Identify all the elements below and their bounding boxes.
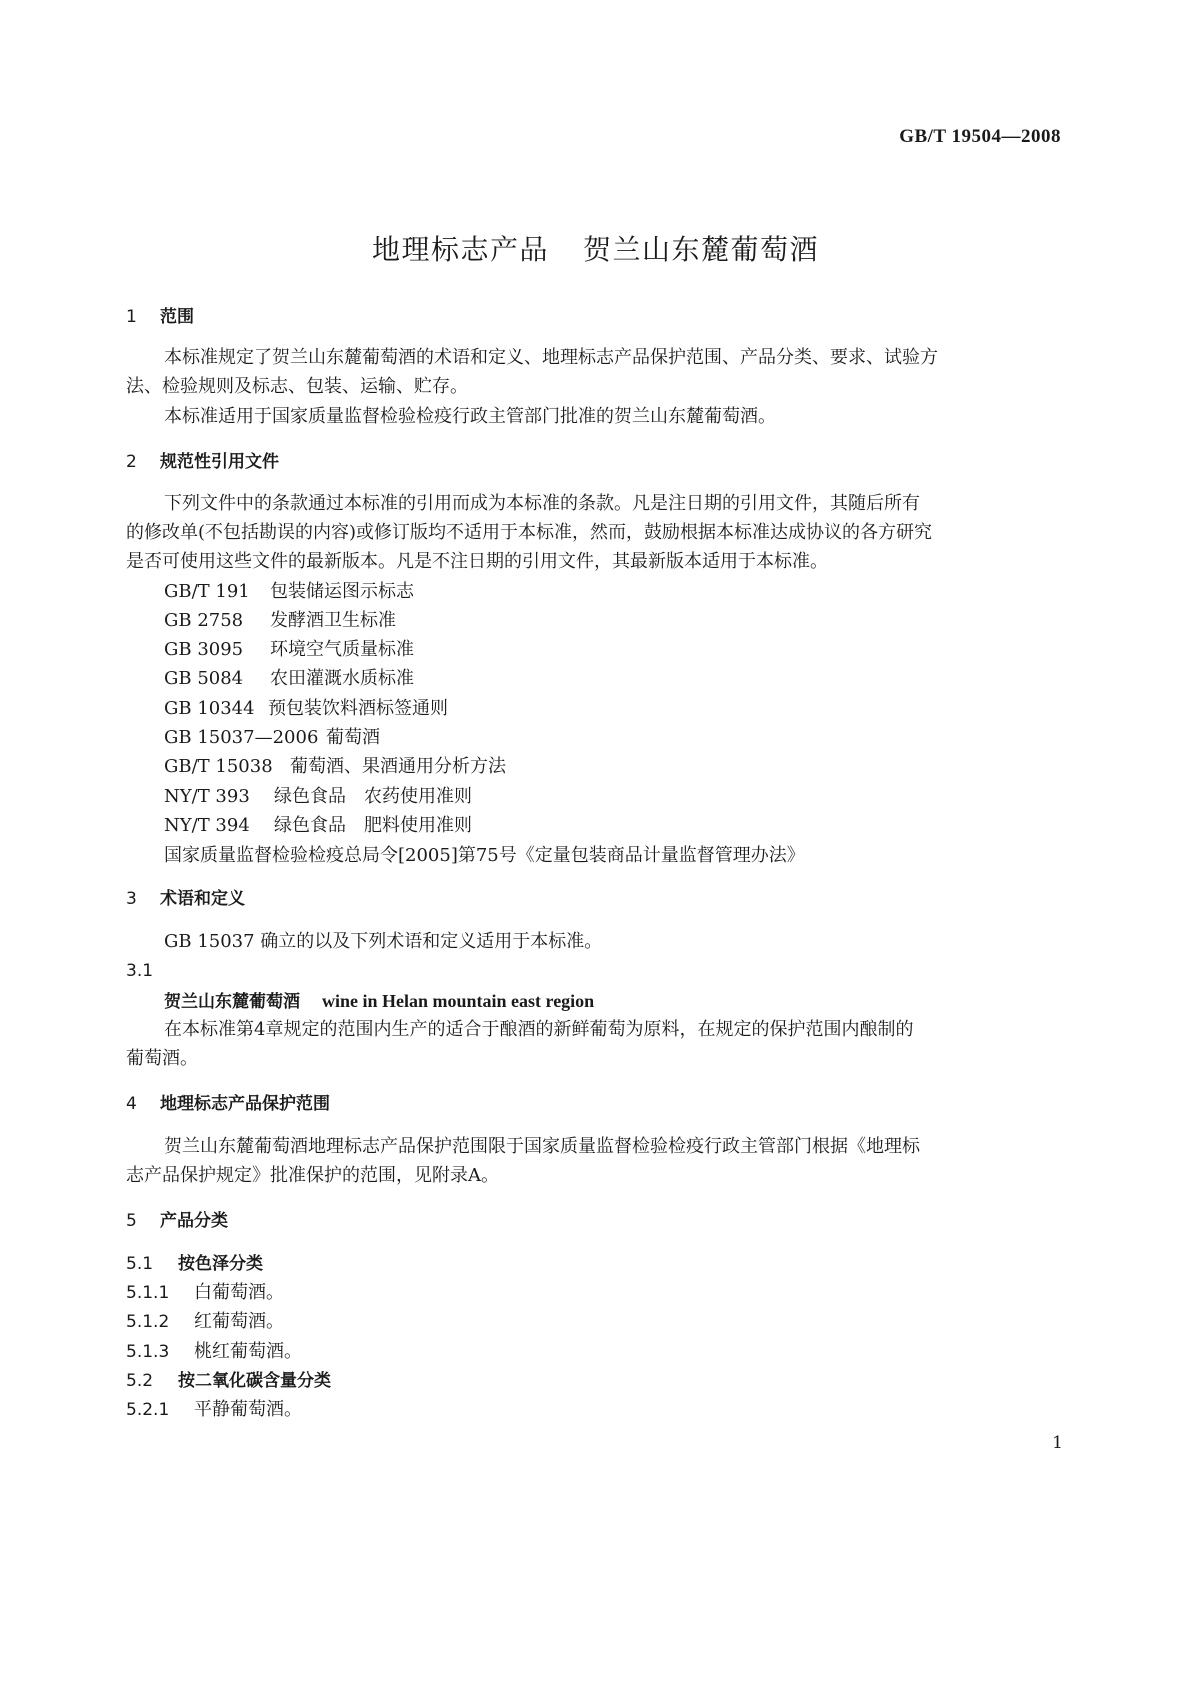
reference-item bbox=[164, 813, 472, 839]
paragraph-line: 贺兰山东麓葡萄酒地理标志产品保护范围限于国家质量监督检验检疫行政主管部门根据《地理标 bbox=[164, 1136, 920, 1157]
clause-5-1-3 bbox=[126, 1339, 302, 1365]
section-number: 5 bbox=[126, 1211, 137, 1231]
paragraph-line: 法、检验规则及标志、包装、运输、贮存。 bbox=[126, 376, 468, 397]
page-title bbox=[0, 228, 1191, 268]
clause-number: 5.1.1 bbox=[126, 1283, 170, 1303]
reference-code: GB 2758 bbox=[164, 610, 244, 631]
section-number: 4 bbox=[126, 1094, 137, 1114]
reference-code: GB 3095 bbox=[164, 639, 244, 660]
reference-code: GB/T 15038 bbox=[164, 756, 273, 777]
reference-code: GB 10344 bbox=[164, 698, 255, 719]
reference-code: GB 15037—2006 bbox=[164, 727, 319, 748]
title-part-2: 贺兰山东麓葡萄酒 bbox=[583, 233, 820, 266]
term-chinese: 贺兰山东麓葡萄酒 bbox=[164, 992, 300, 1012]
reference-title: 葡萄酒、果酒通用分析方法 bbox=[290, 756, 506, 777]
clause-5-2-1 bbox=[126, 1397, 302, 1423]
section-title: 产品分类 bbox=[160, 1211, 228, 1231]
paragraph-line: GB 15037 确立的以及下列术语和定义适用于本标准。 bbox=[164, 931, 603, 952]
reference-title: 发酵酒卫生标准 bbox=[270, 610, 396, 631]
clause-text: 平静葡萄酒。 bbox=[194, 1399, 302, 1420]
subsection-5-1-heading bbox=[126, 1251, 263, 1277]
reference-item bbox=[164, 637, 414, 663]
paragraph-line: 是否可使用这些文件的最新版本。凡是不注日期的引用文件，其最新版本适用于本标准。 bbox=[126, 551, 828, 572]
term-number: 3.1 bbox=[126, 961, 154, 981]
reference-title: 环境空气质量标准 bbox=[270, 639, 414, 660]
clause-number: 5.1.2 bbox=[126, 1312, 170, 1332]
subsection-5-2-heading bbox=[126, 1368, 331, 1394]
subsection-title: 按二氧化碳含量分类 bbox=[178, 1371, 331, 1391]
section-4-heading bbox=[126, 1091, 330, 1117]
reference-item bbox=[164, 696, 448, 722]
reference-item bbox=[164, 666, 414, 692]
reference-title: 绿色食品 农药使用准则 bbox=[274, 786, 472, 807]
clause-number: 5.2.1 bbox=[126, 1400, 170, 1420]
section-title: 规范性引用文件 bbox=[160, 452, 279, 472]
section-number: 3 bbox=[126, 889, 137, 909]
paragraph-line: 志产品保护规定》批准保护的范围，见附录A。 bbox=[126, 1165, 499, 1186]
section-2-heading bbox=[126, 449, 279, 475]
clause-number: 5.1.3 bbox=[126, 1342, 170, 1362]
section-title: 地理标志产品保护范围 bbox=[160, 1094, 330, 1114]
reference-item bbox=[164, 608, 396, 634]
title-part-1: 地理标志产品 bbox=[371, 233, 549, 266]
section-title: 术语和定义 bbox=[160, 889, 245, 909]
paragraph-line: 下列文件中的条款通过本标准的引用而成为本标准的条款。凡是注日期的引用文件，其随后所有 bbox=[164, 493, 920, 514]
clause-text: 桃红葡萄酒。 bbox=[194, 1341, 302, 1362]
paragraph-line: 的修改单(不包括勘误的内容)或修订版均不适用于本标准，然而，鼓励根据本标准达成协议的各方研究 bbox=[126, 522, 933, 543]
page-number: 1 bbox=[1052, 1433, 1063, 1453]
section-5-heading bbox=[126, 1208, 228, 1234]
paragraph-line: 本标准适用于国家质量监督检验检疫行政主管部门批准的贺兰山东麓葡萄酒。 bbox=[164, 406, 776, 427]
reference-item bbox=[164, 754, 506, 780]
clause-text: 白葡萄酒。 bbox=[194, 1282, 284, 1303]
section-title: 范围 bbox=[160, 307, 194, 327]
reference-code: GB 5084 bbox=[164, 668, 244, 689]
reference-title: 包装储运图示标志 bbox=[270, 581, 414, 602]
clause-text: 红葡萄酒。 bbox=[194, 1311, 284, 1332]
term-entry bbox=[164, 988, 594, 1015]
reference-title: 绿色食品 肥料使用准则 bbox=[274, 815, 472, 836]
reference-code: NY/T 394 bbox=[164, 815, 250, 836]
reference-title: 农田灌溉水质标准 bbox=[270, 668, 414, 689]
reference-item bbox=[164, 579, 414, 605]
section-1-heading bbox=[126, 304, 194, 330]
section-number: 2 bbox=[126, 452, 137, 472]
subsection-title: 按色泽分类 bbox=[178, 1254, 263, 1274]
paragraph-line: 葡萄酒。 bbox=[126, 1048, 198, 1069]
standard-code: GB/T 19504—2008 bbox=[899, 126, 1061, 147]
paragraph-line: 本标准规定了贺兰山东麓葡萄酒的术语和定义、地理标志产品保护范围、产品分类、要求、试验方 bbox=[164, 347, 938, 368]
clause-5-1-2 bbox=[126, 1309, 284, 1335]
subsection-number: 5.1 bbox=[126, 1254, 154, 1274]
reference-title: 葡萄酒 bbox=[326, 727, 380, 748]
section-number: 1 bbox=[126, 307, 137, 327]
subsection-number: 5.2 bbox=[126, 1371, 154, 1391]
decree-reference: 国家质量监督检验检疫总局令[2005]第75号《定量包装商品计量监督管理办法》 bbox=[164, 845, 805, 866]
reference-item bbox=[164, 784, 472, 810]
reference-title: 预包装饮料酒标签通则 bbox=[268, 698, 448, 719]
clause-5-1-1 bbox=[126, 1280, 284, 1306]
reference-item bbox=[164, 725, 380, 751]
paragraph-line: 在本标准第4章规定的范围内生产的适合于酿酒的新鲜葡萄为原料，在规定的保护范围内酿制的 bbox=[164, 1019, 914, 1040]
section-3-heading bbox=[126, 886, 245, 912]
reference-code: GB/T 191 bbox=[164, 581, 250, 602]
reference-code: NY/T 393 bbox=[164, 786, 250, 807]
term-english: wine in Helan mountain east region bbox=[322, 991, 595, 1011]
